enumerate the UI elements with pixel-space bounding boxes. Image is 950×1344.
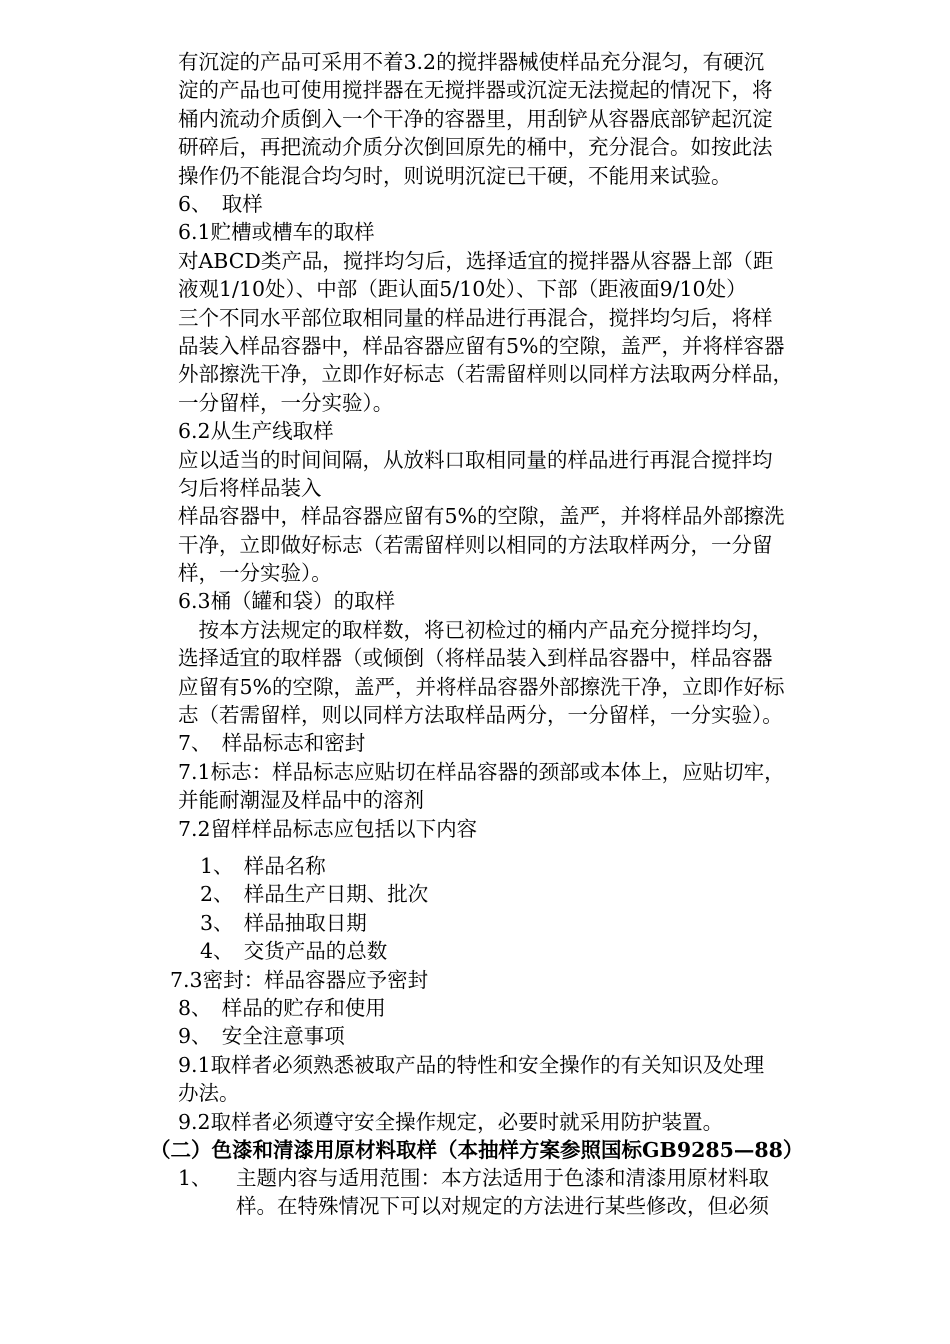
heading-8: 8、 样品的贮存和使用 [178, 996, 386, 1020]
heading-6-2: 6.2从生产线取样 [178, 419, 334, 444]
section-6-sampling [178, 190, 793, 843]
list-number: 1、 [178, 1166, 212, 1190]
heading-6-1: 6.1贮槽或槽车的取样 [178, 220, 375, 245]
heading-9: 9、 安全注意事项 [178, 1024, 345, 1049]
text-line: 按本方法规定的取样数，将已初检过的桶内产品充分搅拌均匀， [178, 617, 773, 642]
text-line: 7.1标志：样品标志应贴切在样品容器的颈部或本体上，应贴切牢， [178, 759, 785, 784]
item-1-number [178, 1164, 212, 1192]
text-line: 样，一分实验）。 [178, 561, 332, 586]
text-line: 液观1/10处）、中部（距认面5/10处）、下部（距液面9/10处） [178, 277, 747, 302]
paragraph-sediment [178, 48, 773, 190]
heading-7: 7、 样品标志和密封 [178, 731, 366, 756]
text-line: 有沉淀的产品可采用不着3.2的搅拌器械使样品充分混匀，有硬沉 [178, 50, 765, 74]
list-item: 1、 样品名称 [200, 854, 326, 878]
text-line: 操作仍不能混合均匀时，则说明沉淀已干硬，不能用来试验。 [178, 163, 732, 188]
text-line: 应以适当的时间间隔，从放料口取相同量的样品进行再混合搅拌均 [178, 447, 773, 472]
text-line: 研碎后，再把流动介质分次倒回原先的桶中，充分混合。如按此法 [178, 135, 773, 160]
list-item: 3、 样品抽取日期 [200, 910, 367, 935]
sections-8-9 [178, 994, 764, 1136]
paragraph-7-3 [170, 966, 428, 994]
text-line: 桶内流动介质倒入一个干净的容器里，用刮铲从容器底部铲起沉淀 [178, 106, 773, 131]
text-line: 干净，立即做好标志（若需留样则以相同的方法取样两分，一分留 [178, 532, 773, 557]
text-line: 7.3密封：样品容器应予密封 [170, 968, 429, 992]
text-line: 匀后将样品装入 [178, 475, 322, 500]
list-item: 2、 样品生产日期、批次 [200, 882, 429, 907]
item-1-text [236, 1164, 769, 1221]
text-line: 外部擦洗干净，立即作好标志（若需留样则以同样方法取两分样品， [178, 362, 793, 387]
section-2-heading [150, 1136, 803, 1164]
text-line: 并能耐潮湿及样品中的溶剂 [178, 788, 424, 813]
text-line: 9.2取样者必须遵守安全操作规定，必要时就采用防护装置。 [178, 1109, 724, 1134]
text-line: 志（若需留样，则以同样方法取样品两分，一分留样，一分实验）。 [178, 703, 783, 728]
text-line: 品装入样品容器中，样品容器应留有5%的空隙，盖严，并将样容器 [178, 333, 785, 358]
text-line: 三个不同水平部位取相同量的样品进行再混合，搅拌均匀后，将样 [178, 305, 773, 330]
text-line: 淀的产品也可使用搅拌器在无搅拌器或沉淀无法搅起的情况下，将 [178, 78, 773, 103]
text-line: 9.1取样者必须熟悉被取产品的特性和安全操作的有关知识及处理 [178, 1052, 765, 1077]
text-line: 样品容器中，样品容器应留有5%的空隙，盖严，并将样品外部擦洗 [178, 504, 785, 529]
text-line: 对ABCD类产品，搅拌均匀后，选择适宜的搅拌器从容器上部（距 [178, 248, 774, 273]
text-line: 办法。 [178, 1081, 240, 1106]
heading-6-3: 6.3桶（罐和袋）的取样 [178, 589, 396, 614]
text-line: 主题内容与适用范围：本方法适用于色漆和清漆用原材料取 [236, 1166, 769, 1190]
list-item: 4、 交货产品的总数 [200, 939, 388, 964]
heading-7-2: 7.2留样样品标志应包括以下内容 [178, 816, 478, 841]
text-line: 应留有5%的空隙，盖严，并将样品容器外部擦洗干净，立即作好标 [178, 674, 785, 699]
text-line: 一分留样，一分实验）。 [178, 390, 394, 415]
text-line: 选择适宜的取样器（或倾倒（将样品装入到样品容器中，样品容器 [178, 646, 773, 671]
list-7-2 [200, 852, 428, 966]
heading-section-2: （二）色漆和清漆用原材料取样（本抽样方案参照国标GB9285—88） [150, 1138, 804, 1162]
heading-6: 6、 取样 [178, 192, 263, 216]
text-line: 样。在特殊情况下可以对规定的方法进行某些修改，但必须 [236, 1194, 769, 1219]
